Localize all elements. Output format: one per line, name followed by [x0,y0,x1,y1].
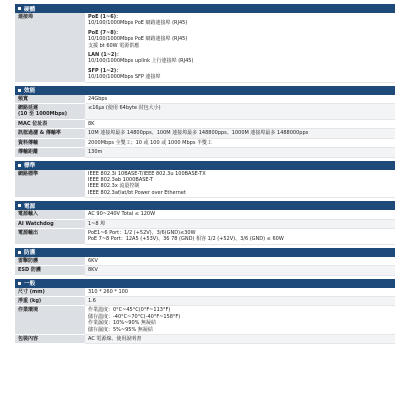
spec-value-line: 310 * 260 * 100 [88,288,128,295]
spec-value [85,95,395,104]
spec-value-line: 作業濕度：10%~90% 無凝結 [88,320,157,327]
spec-label-text: MAC 位址表 [18,120,48,127]
spec-table [15,95,395,158]
spec-value-line: 儲存濕度：5%~95% 無凝結 [88,326,153,333]
port-group-heading: LAN (1~2)： [88,52,122,59]
spec-label-text: 傳輸距離 [18,149,39,156]
section-title: 防護 [24,250,36,257]
spec-label [15,170,85,198]
spec-row [15,210,395,219]
spec-value [85,148,395,157]
section-header [15,4,395,13]
spec-value-line: 作業溫度：0°C~45°C(0°F~113°F) [88,307,171,314]
spec-label [15,95,85,104]
spec-value [85,119,395,128]
section-header [15,161,395,170]
square-bullet-icon [18,204,21,207]
spec-label [15,104,85,120]
spec-label [15,210,85,219]
spec-label [15,228,85,244]
section-title: 一般 [24,281,36,288]
spec-value-line: AC 90~240V Total ≤ 120W [88,211,156,218]
spec-label-text: 雷擊防護 [18,257,39,264]
spec-table [15,13,395,83]
spec-label-text: AI Watchdog [18,220,54,227]
spec-value [85,296,395,305]
spec-value [85,129,395,138]
spec-label [15,129,85,138]
section-header [15,248,395,257]
spec-label [15,257,85,266]
spec-label-text: 頻寬 [18,95,29,102]
spec-table [15,210,395,245]
spec-value-line: 24Gbps [88,95,108,102]
spec-value-line: 1.6 [88,297,96,304]
spec-value [85,257,395,266]
spec-label [15,306,85,335]
spec-label-text: 尺寸 (mm) [18,288,45,295]
spec-value-line: PoE 7~8 Port：12A5 (+53V)、36 78 (GND) 相容 1/2 (+52V)、3/6 (GND) ≤ 60W [88,236,284,243]
spec-label-text: 訊框過濾 & 傳輸率 [18,130,61,137]
spec-row [15,119,395,128]
section-title: 效能 [24,88,36,95]
spec-label-text: ESD 防護 [18,267,41,274]
spec-section [15,161,395,199]
port-group-heading: PoE (7~8)： [88,29,121,36]
spec-value-line: ≤16μs (使用 64byte 封包大小) [88,105,161,112]
spec-label [15,138,85,147]
spec-value-line: 10/100/1000Mbps PoE 網路連接埠 (RJ45) [88,36,188,43]
spec-label-text: 資料傳輸 [18,139,39,146]
spec-table [15,257,395,276]
spec-label [15,219,85,228]
spec-section [15,248,395,276]
spec-label [15,296,85,305]
port-group-heading: PoE (1~6)： [88,14,121,20]
spec-table [15,288,395,345]
spec-value-line: 1~8 埠 [88,220,106,227]
spec-value-line: 6KV [88,257,98,264]
spec-label-text: 電源輸入 [18,211,39,218]
spec-value [85,228,395,244]
spec-value [85,104,395,120]
square-bullet-icon [18,89,21,92]
section-title: 標準 [24,163,36,169]
spec-label [15,13,85,82]
spec-value [85,266,395,275]
section-header [15,86,395,95]
spec-table [15,170,395,199]
spec-value-line: IEEE 802.3ab 1000BASE-T [88,176,153,183]
spec-value-line: 8KV [88,267,98,274]
section-title: 電源 [24,203,36,210]
spec-value-line: 10/100/1000Mbps SFP 連接埠 [88,74,161,81]
spec-row [15,219,395,228]
spec-value [85,306,395,335]
spec-value-line: 10/100/1000Mbps uplink 上行連接埠 (RJ45) [88,58,194,65]
spec-row [15,288,395,297]
spec-label [15,288,85,297]
spec-value-line: IEEE 802.3af/at/bt Power over Ethernet [88,189,186,196]
spec-row [15,148,395,157]
spec-row [15,306,395,335]
spec-row [15,296,395,305]
spec-label [15,119,85,128]
spec-label [15,266,85,275]
spec-label-text: 淨重 (kg) [18,297,42,304]
section-header [15,201,395,210]
spec-label-text: 連接埠 [18,14,34,20]
spec-value [85,219,395,228]
section-title: 硬體 [24,6,36,13]
spec-row [15,170,395,198]
spec-section [15,4,395,83]
spec-row [15,104,395,120]
spec-value [85,170,395,198]
spec-row [15,335,395,344]
spec-value-line: 儲存溫度：-40°C~70°C(-40°F~158°F) [88,313,181,320]
spec-value-line: 8K [88,120,95,127]
spec-value-line: IEEE 802.3i 10BASE-T/IEEE 802.3u 100BASE-TX [88,170,206,177]
port-group-heading: SFP (1~2)： [88,67,122,74]
spec-label [15,335,85,344]
spec-section [15,201,395,245]
spec-section [15,86,395,158]
spec-value-line: 10M 連接埠最多 14800pps、100M 連接埠最多 148800pps、1000M 連接埠最多 1488000pps [88,130,309,137]
spec-label-text: (10 至 1000Mbps) [18,111,68,118]
square-bullet-icon [18,282,21,285]
spec-label-text: 包裝內容 [18,336,39,342]
spec-row [15,257,395,266]
spec-section [15,279,395,345]
spec-sheet [15,4,395,347]
spec-label-text: 網路標準 [18,170,39,177]
section-header [15,279,395,288]
spec-row [15,129,395,138]
spec-value [85,138,395,147]
spec-row [15,266,395,275]
spec-row [15,138,395,147]
spec-value-line: PoE1~6 Port：1/2 (+52V)、3/6(GND)≤30W [88,229,196,236]
spec-value [85,288,395,297]
spec-value-line: 2000Mbps 全雙工；10 或 100 或 1000 Mbps 半雙工 [88,139,213,146]
spec-row [15,13,395,82]
spec-value-line: 130m [88,149,103,156]
spec-value-line: 10/100/1000Mbps PoE 網路連接埠 (RJ45) [88,20,188,27]
spec-value-line: IEEE 802.3x 流量控制 [88,183,140,190]
spec-value [85,335,395,344]
spec-value-line: AC 電源線、使用說明書 [88,336,142,342]
spec-label-text: 網路延遲 [18,105,39,112]
square-bullet-icon [18,251,21,254]
spec-value [85,13,395,82]
square-bullet-icon [18,164,21,167]
spec-value-line: 支援 bt 60W 電源供應 [88,42,140,49]
spec-label-text: 電源輸出 [18,229,39,236]
spec-label-text: 作業環境 [18,307,39,314]
spec-label [15,148,85,157]
spec-row [15,228,395,244]
spec-row [15,95,395,104]
square-bullet-icon [18,7,21,10]
spec-value [85,210,395,219]
